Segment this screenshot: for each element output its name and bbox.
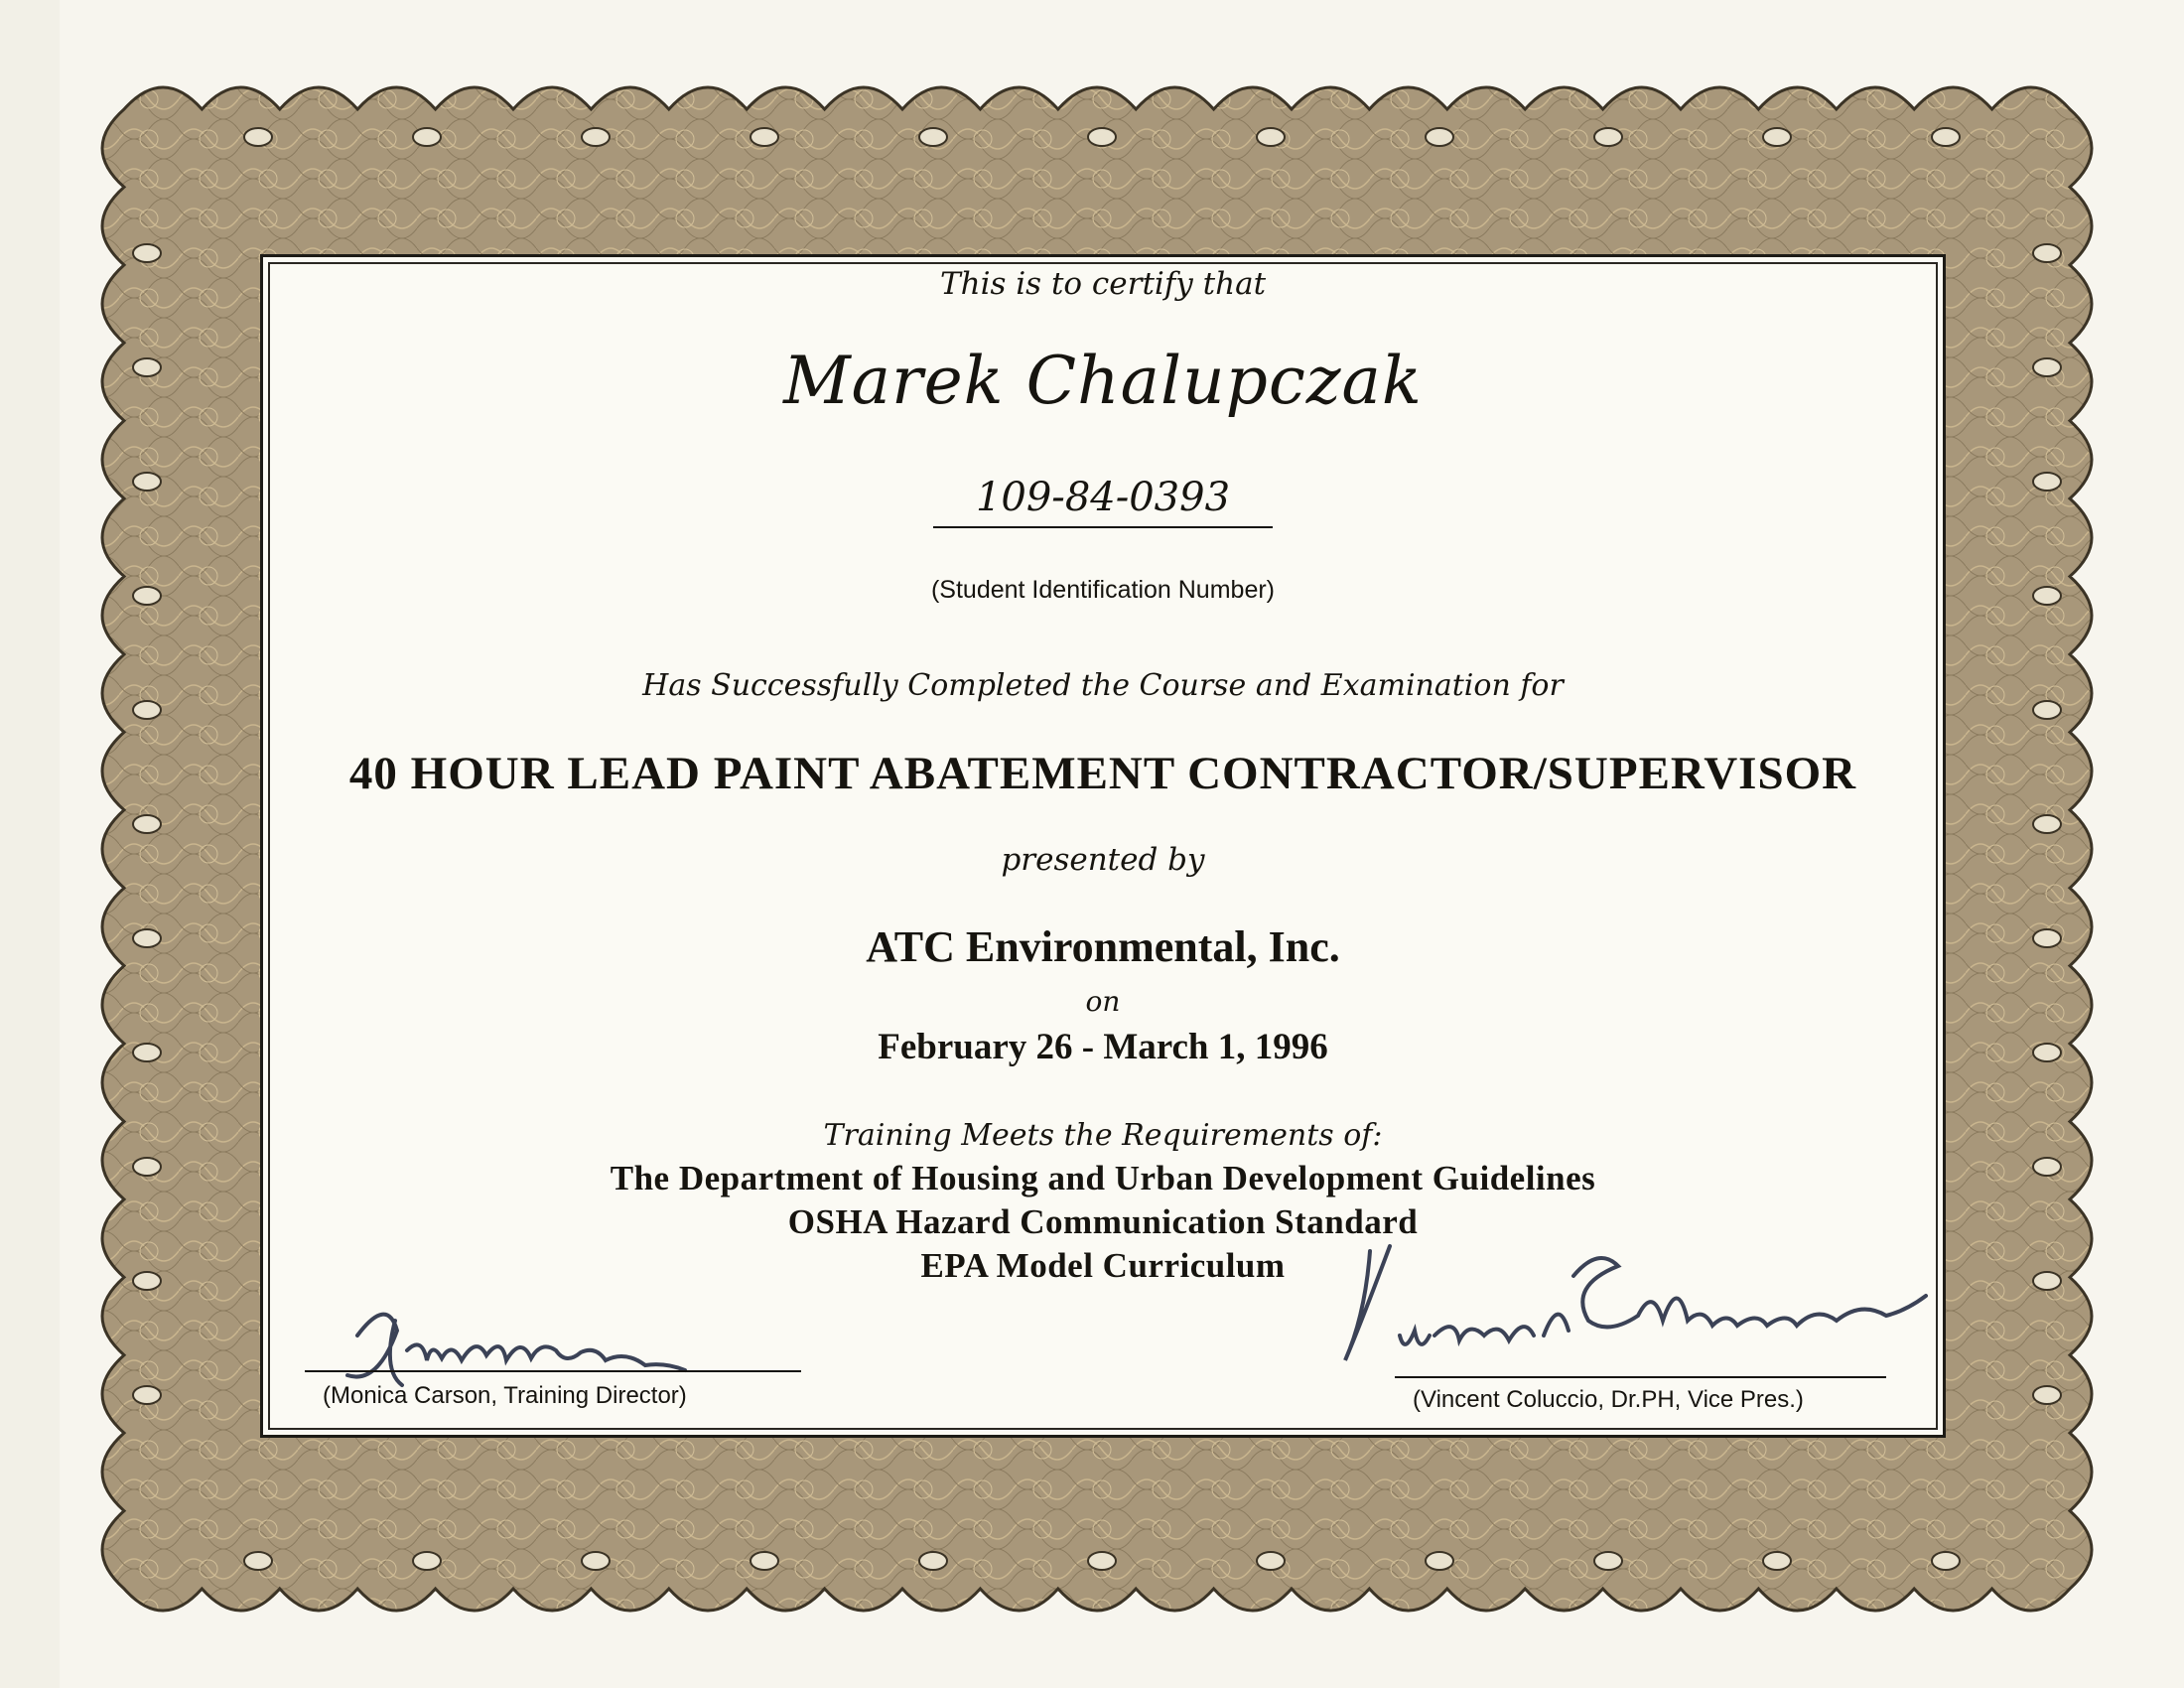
certify-intro: This is to certify that (939, 266, 1267, 302)
border-medallion (2033, 358, 2061, 376)
border-medallion (1426, 128, 1453, 146)
requirement-hud: The Department of Housing and Urban Development Guidelines (610, 1159, 1596, 1197)
border-medallion (133, 815, 161, 833)
border-medallion (133, 244, 161, 262)
border-medallion (133, 358, 161, 376)
border-medallion (919, 1552, 947, 1570)
border-medallion (413, 128, 441, 146)
course-title: 40 HOUR LEAD PAINT ABATEMENT CONTRACTOR/SUPERVISOR (348, 748, 1857, 799)
presented-by-label: presented by (1001, 842, 1205, 878)
border-medallion (751, 1552, 778, 1570)
border-medallion (2033, 473, 2061, 491)
border-medallion (133, 1044, 161, 1061)
border-medallion (582, 1552, 610, 1570)
on-label: on (1085, 985, 1121, 1018)
border-medallion (2033, 701, 2061, 719)
border-medallion (1932, 1552, 1960, 1570)
signature-line-left (305, 1370, 801, 1372)
border-medallion (2033, 244, 2061, 262)
border-medallion (133, 473, 161, 491)
border-medallion (919, 128, 947, 146)
border-medallion (1257, 1552, 1285, 1570)
border-medallion (133, 1158, 161, 1176)
border-medallion (2033, 1386, 2061, 1404)
border-medallion (413, 1552, 441, 1570)
recipient-name: Marek Chalupczak (783, 343, 1423, 419)
border-medallion (244, 1552, 272, 1570)
training-requirements-label: Training Meets the Requirements of: (823, 1118, 1383, 1153)
border-medallion (751, 128, 778, 146)
border-medallion (2033, 929, 2061, 947)
border-medallion (133, 1272, 161, 1290)
completion-statement: Has Successfully Completed the Course and Examination for (642, 668, 1564, 703)
requirement-osha: OSHA Hazard Communication Standard (787, 1202, 1419, 1241)
border-medallion (2033, 1272, 2061, 1290)
border-medallion (133, 1386, 161, 1404)
border-medallion (133, 701, 161, 719)
border-medallion (1932, 128, 1960, 146)
border-medallion (133, 587, 161, 605)
signature-label-left: (Monica Carson, Training Director) (323, 1382, 687, 1409)
border-medallion (2033, 1158, 2061, 1176)
course-dates: February 26 - March 1, 1996 (878, 1027, 1328, 1067)
requirement-epa: EPA Model Curriculum (920, 1246, 1286, 1285)
student-id-label: (Student Identification Number) (930, 576, 1275, 604)
border-medallion (1763, 1552, 1791, 1570)
student-id: 109-84-0393 (933, 475, 1273, 528)
border-medallion (244, 128, 272, 146)
border-medallion (582, 128, 610, 146)
border-medallion (1594, 1552, 1622, 1570)
border-medallion (2033, 1044, 2061, 1061)
signature-line-right (1395, 1376, 1886, 1378)
border-medallion (2033, 815, 2061, 833)
border-medallion (1088, 128, 1116, 146)
signature-label-right: (Vincent Coluccio, Dr.PH, Vice Pres.) (1413, 1386, 1804, 1413)
border-medallion (1257, 128, 1285, 146)
organization-name: ATC Environmental, Inc. (866, 922, 1340, 971)
border-medallion (2033, 587, 2061, 605)
border-medallion (1763, 128, 1791, 146)
border-medallion (1594, 128, 1622, 146)
border-medallion (133, 929, 161, 947)
border-medallion (1426, 1552, 1453, 1570)
border-medallion (1088, 1552, 1116, 1570)
signature-right (1320, 1226, 1956, 1385)
